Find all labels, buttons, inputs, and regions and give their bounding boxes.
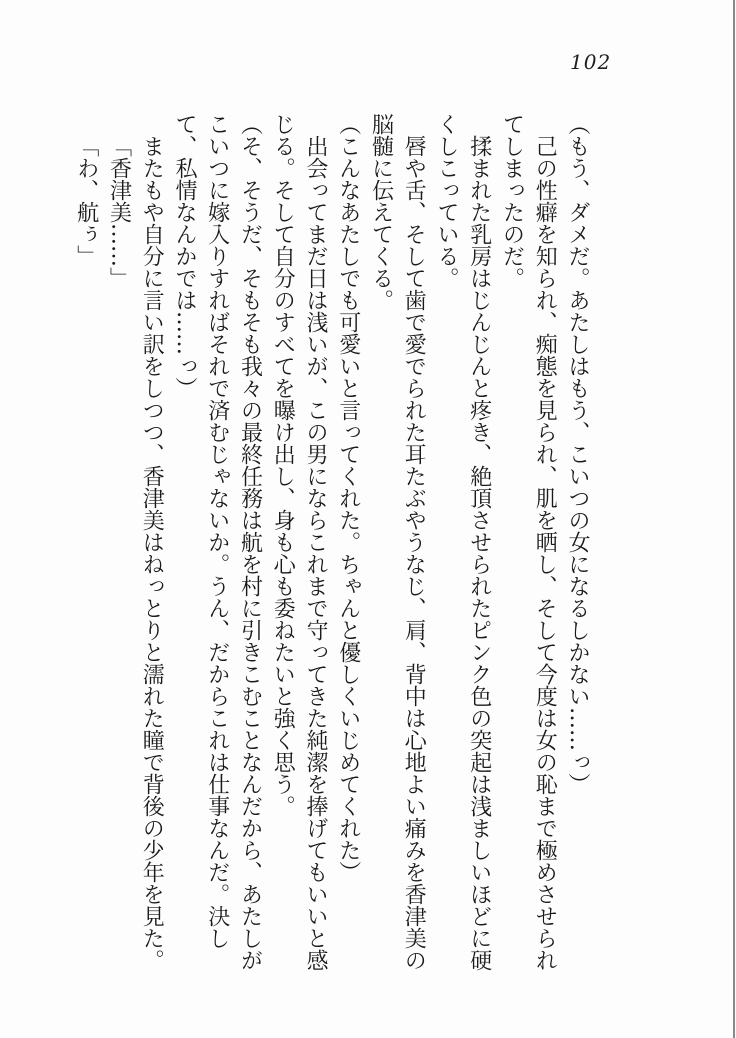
text-block — [61, 113, 593, 972]
text-paragraph: 揉まれた乳房はじんじんと疼き、絶頂させられたピンク色の突起は浅ましいほどに硬くしこっている。 — [434, 113, 492, 971]
text-paragraph: （こんなあたしでも可愛いと言ってくれた。ちゃんと優しくいじめてくれた） — [335, 113, 361, 883]
text-paragraph: （そ、そうだ、そもそも我々の最終任務は航を村に引きこむことなんだから、あたしがこいつに嫁入りすればそれで済むじゃないか。うん、だからこれは仕事なんだ。決して、私情なんかでは……っ） — [172, 113, 263, 971]
text-paragraph: 「香津美……」 — [106, 135, 132, 289]
text-paragraph: （もう、ダメだ。あたしはもう、こいつの女になるしかない……っ） — [565, 113, 590, 795]
page-edge-divider — [733, 0, 735, 1038]
text-paragraph: またもや自分に言い訳をしつつ、香津美はねっとりと濡れた瞳で背後の少年を見た。 — [139, 135, 165, 971]
page-number: 102 — [570, 50, 612, 74]
text-paragraph: 己の性癖を知られ、痴態を見られ、肌を晒し、そして今度は女の恥まで極めさせられてしまったのだ。 — [499, 113, 558, 971]
text-paragraph: 「わ、航ぅ」 — [73, 135, 99, 267]
text-paragraph: 出会ってまだ日は浅いが、この男にならこれまで守ってきた純潔を捧げてもいいと感じる。そして自分のすべてを曝け出し、身も心も委ねたいと強く思う。 — [270, 113, 328, 971]
text-paragraph: 唇や舌、そして歯で愛でられた耳たぶやうなじ、肩、背中は心地よい痛みを香津美の脳髄に伝えてくる。 — [368, 113, 427, 971]
